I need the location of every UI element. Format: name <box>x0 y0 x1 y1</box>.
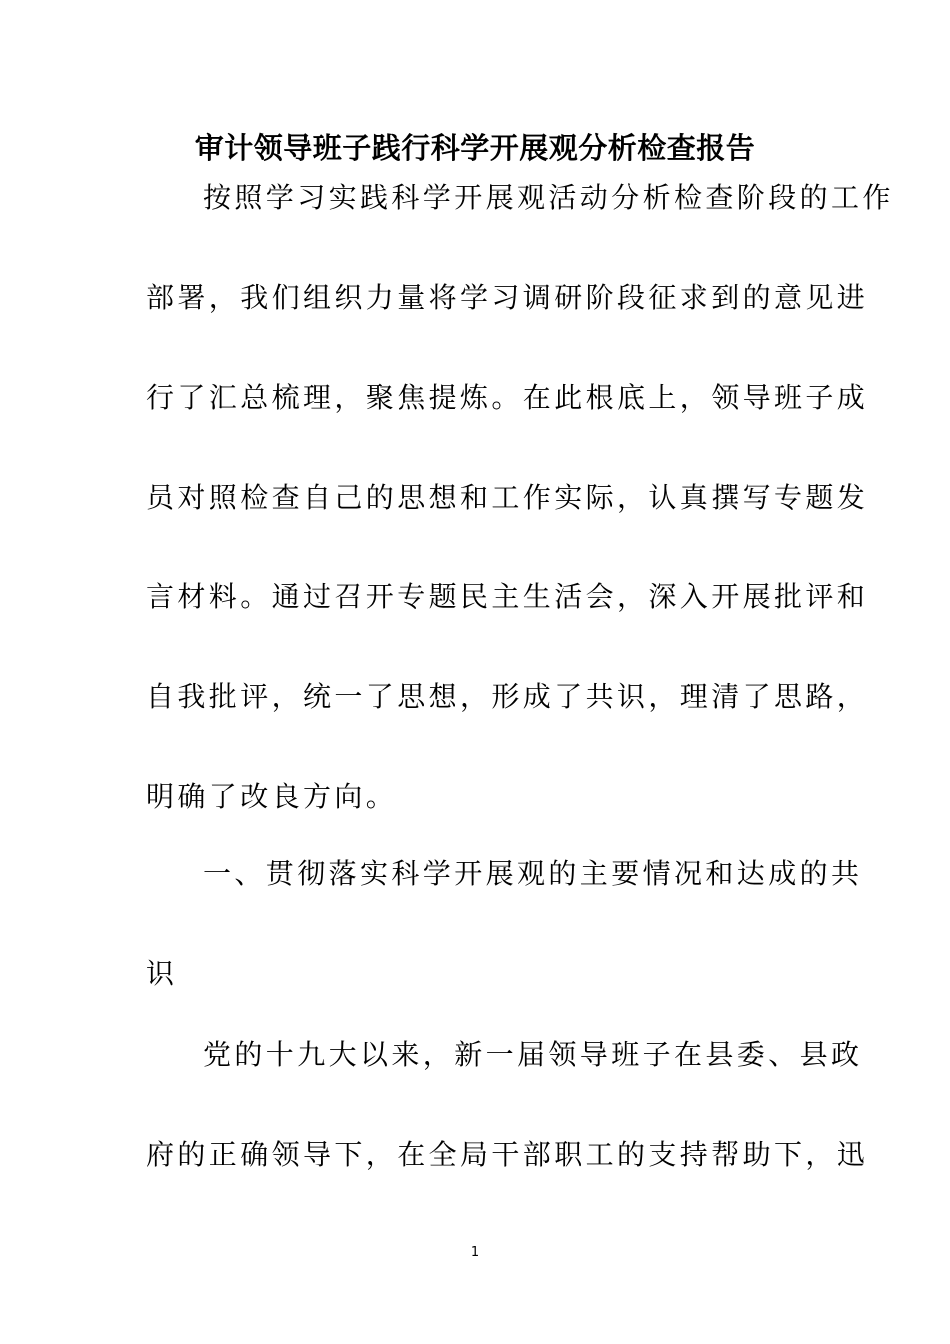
intro-line-6: 自我批评，统一了思想，形成了共识，理清了思路， <box>146 680 869 713</box>
intro-line-4: 员对照检查自己的思想和工作实际，认真撰写专题发 <box>146 481 869 514</box>
section1-body-line-1: 党的十九大以来，新一届领导班子在县委、县政 <box>203 1038 863 1071</box>
intro-line-5: 言材料。通过召开专题民主生活会，深入开展批评和 <box>146 580 869 613</box>
intro-line-1: 按照学习实践科学开展观活动分析检查阶段的工作 <box>203 181 894 214</box>
page-number: 1 <box>470 1245 480 1260</box>
section1-body-line-2: 府的正确领导下，在全局干部职工的支持帮助下，迅 <box>146 1138 869 1171</box>
section1-heading-line-1: 一、贯彻落实科学开展观的主要情况和达成的共 <box>203 857 863 890</box>
intro-line-3: 行了汇总梳理，聚焦提炼。在此根底上，领导班子成 <box>146 381 869 414</box>
intro-line-2: 部署，我们组织力量将学习调研阶段征求到的意见进 <box>146 281 869 314</box>
intro-line-7: 明确了改良方向。 <box>146 780 398 813</box>
document-title: 审计领导班子践行科学开展观分析检查报告 <box>194 131 756 165</box>
section1-heading-line-2: 识 <box>146 957 178 990</box>
